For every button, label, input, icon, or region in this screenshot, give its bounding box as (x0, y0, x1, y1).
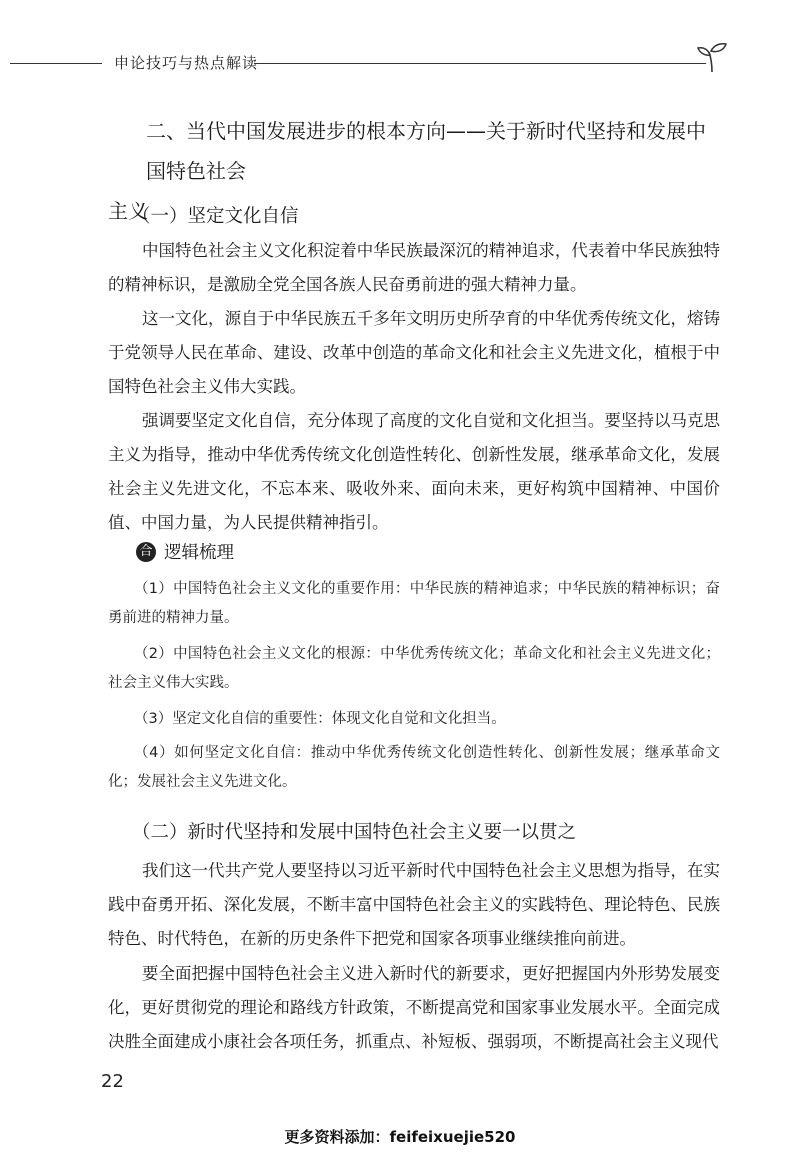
part1-paragraph-1: 中国特色社会主义文化积淀着中华民族最深沉的精神追求，代表着中华民族独特的精神标识，是激励全党全国各族人民奋勇前进的强大精神力量。 (108, 241, 720, 294)
header-rule-left (10, 63, 102, 64)
logic-heading-label: 逻辑梳理 (164, 543, 234, 563)
logic-item-3: （3）坚定文化自信的重要性：体现文化自觉和文化担当。 (134, 711, 506, 727)
section-title-line1: 二、当代中国发展进步的根本方向——关于新时代坚持和发展中国特色社会 (146, 119, 706, 183)
running-header (10, 46, 725, 76)
logic-heading (136, 540, 234, 566)
part1-paragraph-2: 这一文化，源自于中华民族五千多年文明历史所孕育的中华优秀传统文化，熔铸于党领导人民在革命、建设、改革中创造的革命文化和社会主义先进文化，植根于中国特色社会主义伟大实践。 (108, 309, 720, 396)
part2-paragraph-2: 要全面把握中国特色社会主义进入新时代的新要求，更好把握国内外形势发展变化，更好贯彻党的理论和路线方针政策，不断提高党和国家事业发展水平。全面完成决胜全面建成小康社会各项任务，抓重点、补短板、强弱项，不断提高社会主义现代 (108, 964, 720, 1051)
header-rule-right (254, 63, 706, 64)
logic-item-1: （1）中国特色社会主义文化的重要作用：中华民族的精神追求；中华民族的精神标识；奋勇前进的精神力量。 (108, 581, 720, 626)
footer-note: 更多资料添加：feifeixuejie520 (284, 1128, 516, 1146)
part2-title: （二）新时代坚持和发展中国特色社会主义要一以贯之 (132, 822, 577, 843)
running-header-title: 申论技巧与热点解读 (114, 54, 259, 72)
logic-item-4: （4）如何坚定文化自信：推动中华优秀传统文化创造性转化、创新性发展；继承革命文化；发展社会主义先进文化。 (108, 745, 720, 790)
part1-title: （一）坚定文化自信 (132, 206, 299, 227)
logic-item-2: （2）中国特色社会主义文化的根源：中华优秀传统文化；革命文化和社会主义先进文化；社会主义伟大实践。 (108, 646, 720, 691)
sprout-icon (695, 40, 729, 74)
section-title-line2: 主义 (108, 199, 148, 223)
part1-paragraph-3: 强调要坚定文化自信，充分体现了高度的文化自觉和文化担当。要坚持以马克思主义为指导，推动中华优秀传统文化创造性转化、创新性发展，继承革命文化，发展社会主义先进文化，不忘本来、吸收外来、面向未来，更好构筑中国精神、中国价值、中国力量，为人民提供精神指引。 (108, 411, 720, 532)
page-number: 22 (101, 1071, 124, 1092)
logic-badge-icon: 合 (136, 542, 156, 562)
part2-paragraph-1: 我们这一代共产党人要坚持以习近平新时代中国特色社会主义思想为指导，在实践中奋勇开拓、深化发展，不断丰富中国特色社会主义的实践特色、理论特色、民族特色、时代特色，在新的历史条件下把党和国家各项事业继续推向前进。 (108, 861, 720, 948)
